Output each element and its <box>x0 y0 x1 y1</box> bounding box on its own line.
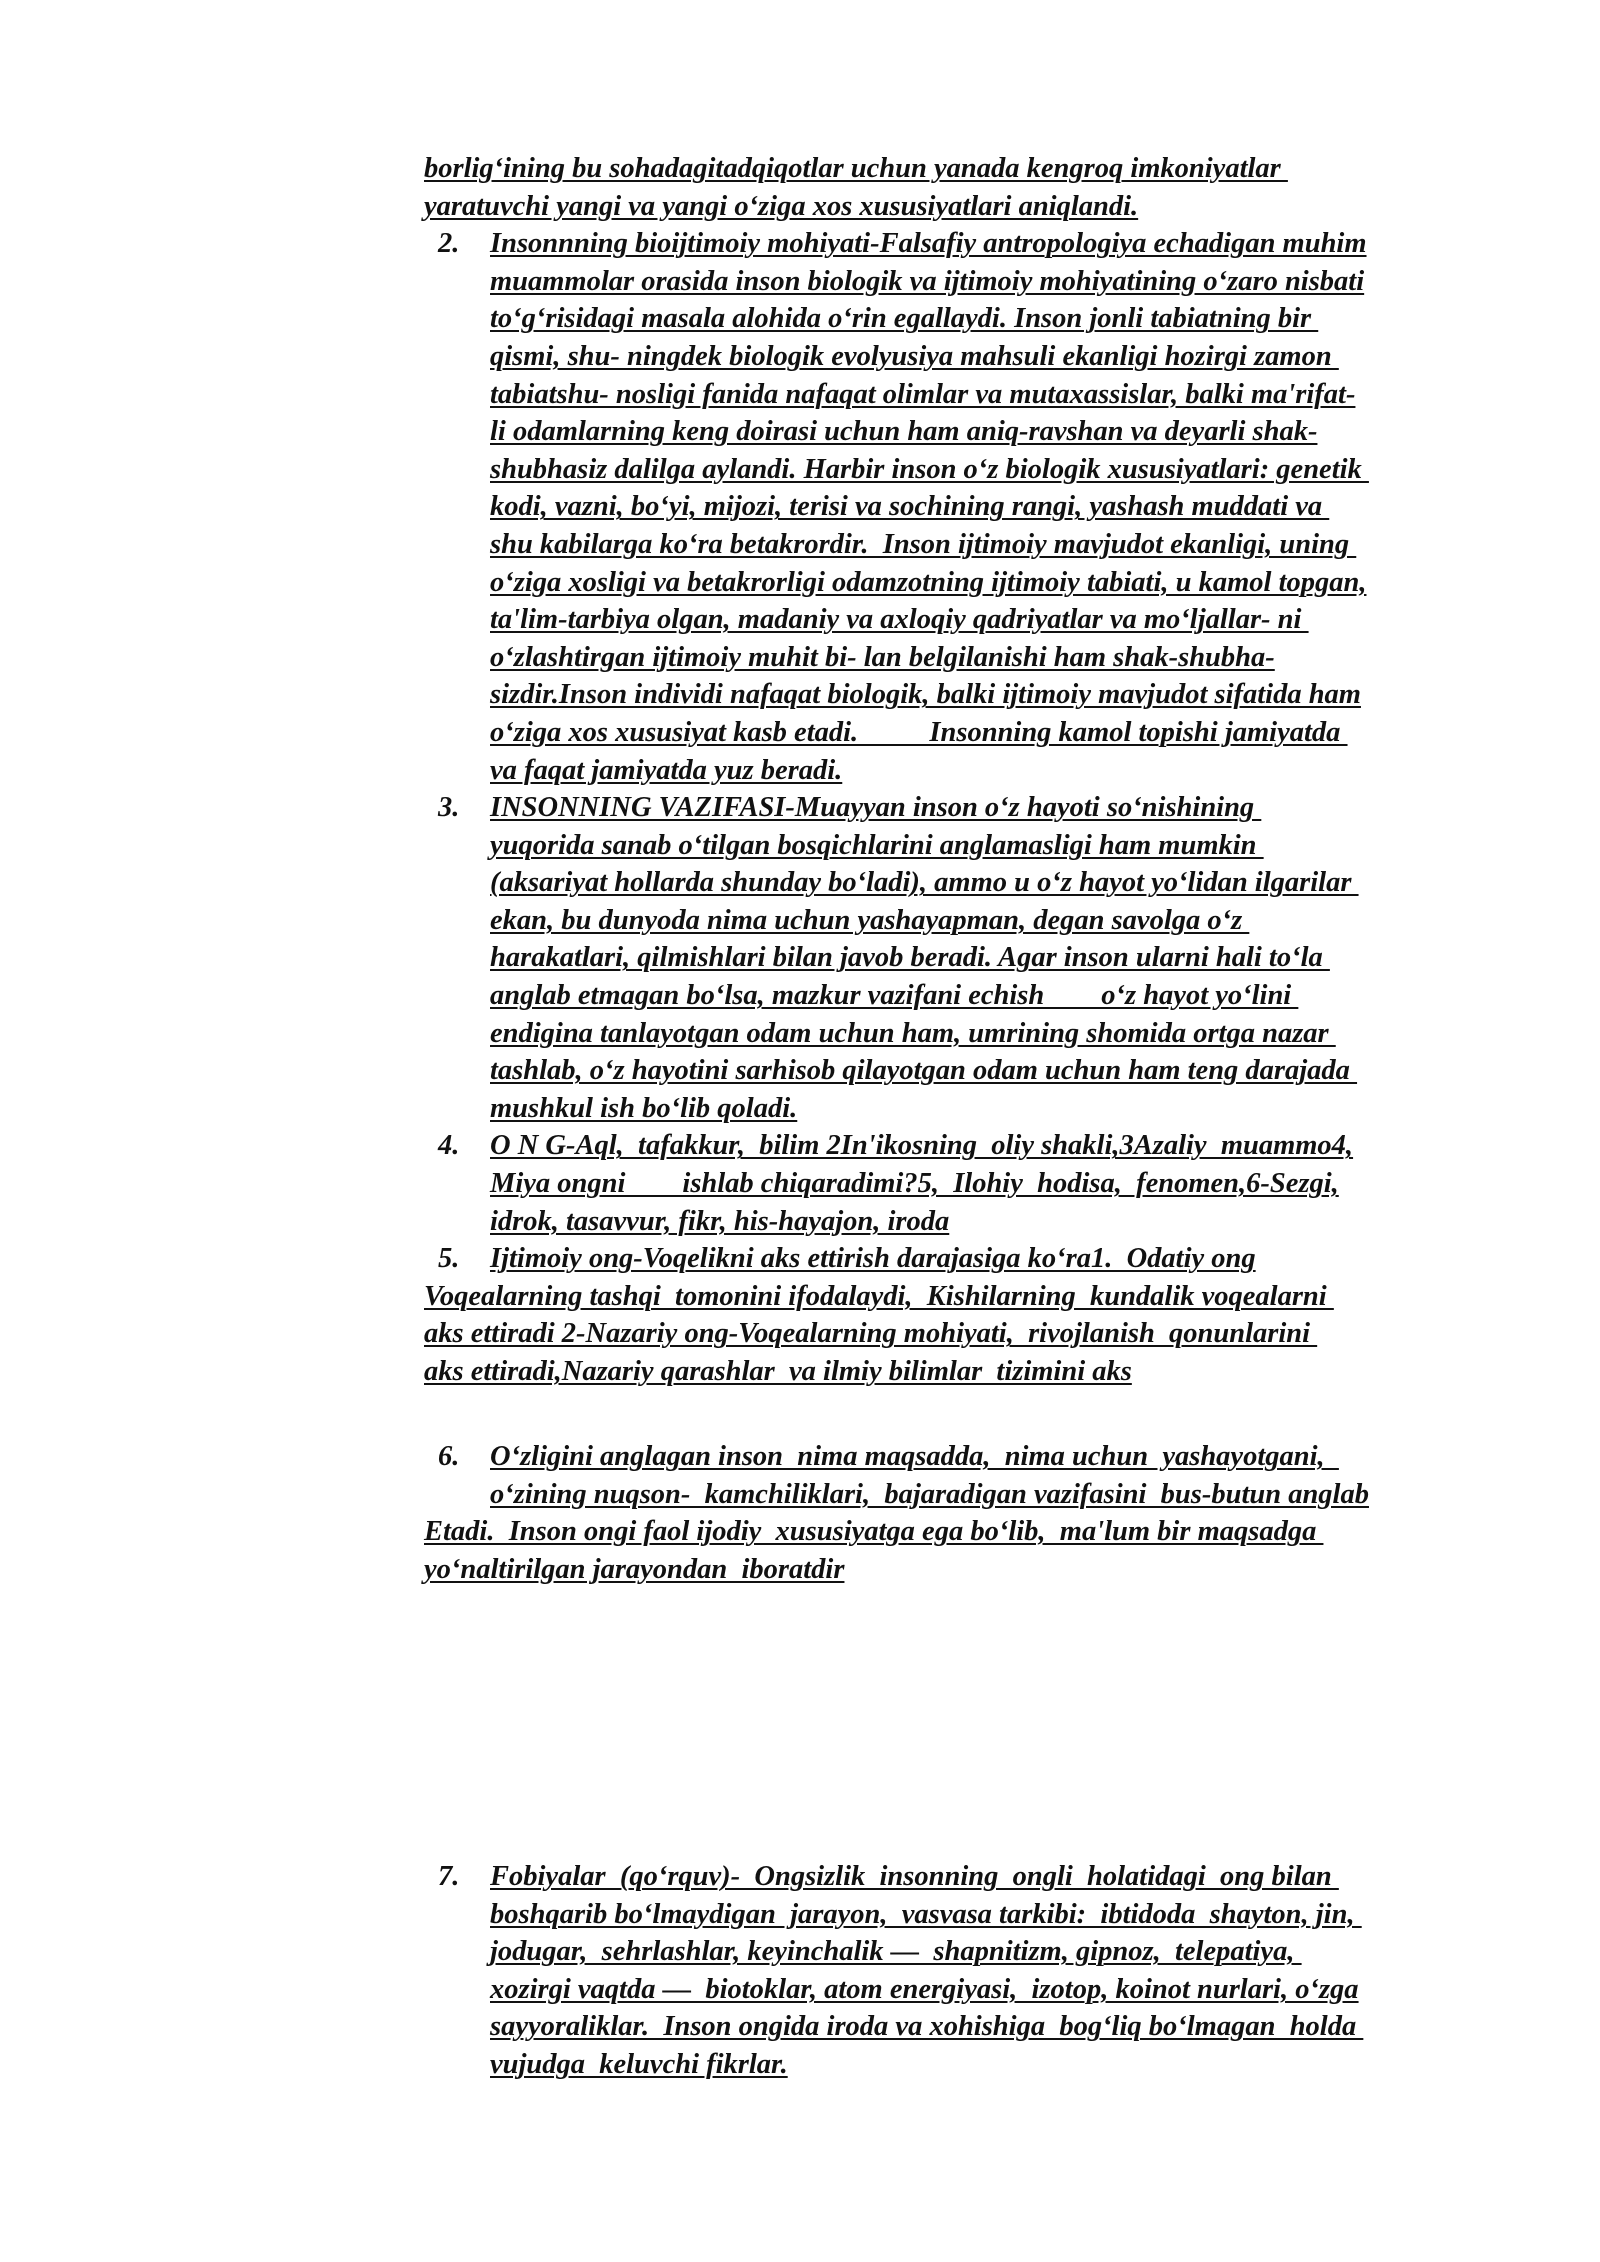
list-item-2 <box>424 225 1504 789</box>
list-number: 5. <box>438 1243 460 1275</box>
text-line: va faqat jamiyatda yuz beradi. <box>490 754 843 786</box>
text-line: ta'lim-tarbiya olgan, madaniy va axloqiy qadriyatlar va mo‘ljallar- ni <box>490 604 1309 636</box>
text-line: yaratuvchi yangi va yangi o‘ziga xos xususiyatlari aniqlandi. <box>424 190 1139 222</box>
text-line: aks ettiradi 2-Nazariy ong-Voqealarning mohiyati, rivojlanish qonunlarini <box>424 1318 1318 1350</box>
text-line: O N G-Aql, tafakkur, bilim 2In'ikosning oliy shakli,3Azaliy muammo4, <box>490 1130 1354 1162</box>
text-line: mushkul ish bo‘lib qoladi. <box>490 1092 798 1124</box>
text-line: o‘ziga xosligi va betakrorligi odamzotning ijtimoiy tabiati, u kamol topgan, <box>490 566 1367 598</box>
intro-paragraph <box>424 150 1504 225</box>
text-line: to‘g‘risidagi masala alohida o‘rin egallaydi. Inson jonli tabiatning bir <box>490 303 1319 335</box>
text-line: Insonnning bioijtimoiy mohiyati-Falsafiy antropologiya echadigan muhim <box>490 228 1367 260</box>
text-line: boshqarib bo‘lmaydigan jarayon, vasvasa tarkibi: ibtidoda shayton, jin, <box>490 1898 1362 1930</box>
list-number: 7. <box>438 1861 460 1892</box>
text-line: yuqorida sanab o‘tilgan bosqichlarini anglamasligi ham mumkin <box>490 829 1264 861</box>
list-number: 4. <box>438 1130 460 1162</box>
text-line: ekan, bu dunyoda nima uchun yashayapman, degan savolga o‘z <box>490 904 1250 936</box>
text-line: o‘zining nuqson- kamchiliklari, bajaradigan vazifasini bus-butun anglab <box>490 1478 1369 1510</box>
text-line: kodi, vazni, bo‘yi, mijozi, terisi va sochining rangi, yashash muddati va <box>490 491 1330 523</box>
list-item-4 <box>424 1127 1504 1240</box>
text-line: yo‘naltirilgan jarayondan iboratdir <box>424 1553 845 1585</box>
document-body-top <box>424 150 1504 1391</box>
text-line: vujudga keluvchi fikrlar. <box>490 2048 788 2080</box>
text-line: anglab etmagan bo‘lsa, mazkur vazifani echish o‘z hayot yo‘lini <box>490 980 1299 1012</box>
text-line: li odamlarning keng doirasi uchun ham aniq-ravshan va deyarli shak- <box>490 416 1318 448</box>
text-line: O‘zligini anglagan inson nima maqsadda, nima uchun yashayotgani, <box>490 1441 1339 1472</box>
text-line: Voqealarning tashqi tomonini ifodalaydi, Kishilarning kundalik voqealarni <box>424 1280 1334 1312</box>
text-line: muammolar orasida inson biologik va ijtimoiy mohiyatining o‘zaro nisbati <box>490 265 1365 297</box>
text-line: tabiatshu- nosligi fanida nafaqat olimlar va mutaxassislar, balki ma'rifat- <box>490 378 1356 410</box>
document-body-item6 <box>424 1438 1504 1588</box>
document-body-item7 <box>424 1858 1504 2084</box>
text-line: idrok, tasavvur, fikr, his-hayajon, iroda <box>490 1205 950 1237</box>
text-line: qismi, shu- ningdek biologik evolyusiya mahsuli ekanligi hozirgi zamon <box>490 340 1339 372</box>
text-line: aks ettiradi,Nazariy qarashlar va ilmiy bilimlar tizimini aks <box>424 1356 1132 1387</box>
text-line: shu kabilarga ko‘ra betakrordir. Inson ijtimoiy mavjudot ekanligi, uning <box>490 528 1357 560</box>
text-line: jodugar, sehrlashlar, keyinchalik — shapnitizm, gipnoz, telepatiya, <box>490 1936 1302 1968</box>
text-line: shubhasiz dalilga aylandi. Harbir inson o‘z biologik xususiyatlari: genetik <box>490 453 1369 485</box>
list-number: 6. <box>438 1441 460 1472</box>
text-line: harakatlari, qilmishlari bilan javob beradi. Agar inson ularni hali to‘la <box>490 942 1330 974</box>
text-line: borlig‘ining bu sohadagitadqiqotlar uchun yanada kengroq imkoniyatlar <box>424 153 1288 184</box>
list-item-7 <box>424 1858 1504 2084</box>
text-line: sayyoraliklar. Inson ongida iroda va xohishiga bog‘liq bo‘lmagan holda <box>490 2011 1364 2043</box>
text-line: o‘ziga xos xususiyat kasb etadi. Insonning kamol topishi jamiyatda <box>490 716 1348 748</box>
list-item-3 <box>424 789 1504 1127</box>
text-line: INSONNING VAZIFASI-Muayyan inson o‘z hayoti so‘nishining <box>490 792 1262 824</box>
text-line: Fobiyalar (qo‘rquv)- Ongsizlik insonning ongli holatidagi ong bilan <box>490 1861 1339 1892</box>
text-line: tashlab, o‘z hayotini sarhisob qilayotgan odam uchun ham teng darajada <box>490 1055 1358 1087</box>
list-number: 2. <box>438 228 460 260</box>
text-line: Miya ongni ishlab chiqaradimi?5, Ilohiy hodisa, fenomen,6-Sezgi, <box>490 1168 1339 1200</box>
list-number: 3. <box>438 792 460 824</box>
text-line: xozirgi vaqtda — biotoklar, atom energiyasi, izotop, koinot nurlari, o‘zga <box>490 1973 1359 2005</box>
text-line: (aksariyat hollarda shunday bo‘ladi), ammo u o‘z hayot yo‘lidan ilgarilar <box>490 867 1359 899</box>
list-item-5 <box>424 1240 1504 1390</box>
text-line: endigina tanlayotgan odam uchun ham, umrining shomida ortga nazar <box>490 1017 1336 1049</box>
text-line: Etadi. Inson ongi faol ijodiy xususiyatga ega bo‘lib, ma'lum bir maqsadga <box>424 1516 1324 1548</box>
list-item-6 <box>424 1438 1504 1588</box>
text-line: o‘zlashtirgan ijtimoiy muhit bi- lan belgilanishi ham shak-shubha- <box>490 641 1275 673</box>
text-line: Ijtimoiy ong-Voqelikni aks ettirish darajasiga ko‘ra1. Odatiy ong <box>490 1243 1256 1275</box>
text-line: sizdir.Inson individi nafaqat biologik, balki ijtimoiy mavjudot sifatida ham <box>490 679 1361 711</box>
